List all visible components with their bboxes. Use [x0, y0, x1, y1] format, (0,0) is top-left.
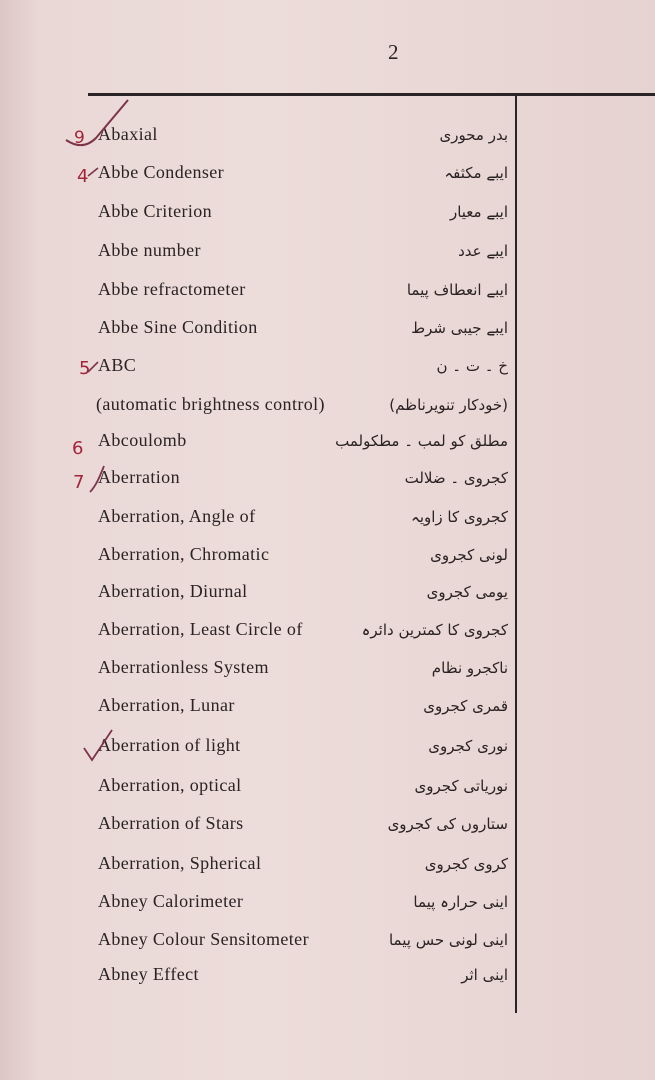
urdu-term: اینی اثر	[461, 966, 508, 984]
urdu-term: کجروی کا زاویہ	[411, 508, 508, 526]
english-term: Aberration, Angle of	[98, 506, 256, 526]
english-term: Aberration of light	[98, 735, 241, 755]
english-term: Aberration, optical	[98, 775, 242, 795]
handwritten-number: 6	[72, 438, 84, 459]
english-term: Abbe Sine Condition	[98, 317, 258, 337]
urdu-term: اینی لونی حس پیما	[388, 931, 508, 949]
urdu-term: ایبے معیار	[449, 203, 508, 221]
urdu-term: اینی حرارہ پیما	[413, 893, 508, 911]
urdu-term: خ ۔ ت ۔ ن	[436, 357, 508, 375]
urdu-term: نوری کجروی	[428, 737, 508, 755]
english-term: (automatic brightness control)	[96, 394, 325, 414]
header-rule	[88, 93, 655, 96]
glossary-entry	[92, 394, 512, 428]
urdu-term: ستاروں کی کجروی	[387, 815, 508, 833]
english-term: Abney Colour Sensitometer	[98, 929, 309, 949]
glossary-entry	[92, 279, 512, 313]
glossary-entry	[92, 317, 512, 351]
english-term: Aberration	[98, 467, 180, 487]
english-term: Abbe Criterion	[98, 201, 213, 221]
urdu-term: نوریاتی کجروی	[414, 777, 508, 795]
english-term: Abcoulomb	[98, 430, 187, 450]
urdu-term: یومی کجروی	[426, 583, 508, 601]
glossary-entry	[92, 430, 512, 464]
english-term: Abbe refractometer	[98, 279, 246, 299]
glossary-entry	[92, 929, 512, 963]
urdu-term: ناکجرو نظام	[431, 659, 508, 677]
glossary-entry	[92, 813, 512, 847]
glossary-entry	[92, 735, 512, 769]
glossary-entry	[92, 853, 512, 887]
english-term: Aberration, Lunar	[98, 695, 235, 715]
urdu-term: کروی کجروی	[424, 855, 508, 873]
glossary-entry	[92, 240, 512, 274]
glossary-entry	[92, 544, 512, 578]
urdu-term: (خودکار تنویرناظم)	[389, 396, 508, 414]
english-term: Abney Effect	[98, 964, 199, 984]
glossary-entry	[92, 124, 512, 158]
english-term: Aberrationless System	[98, 657, 269, 677]
english-term: Aberration, Diurnal	[98, 581, 248, 601]
glossary-entry	[92, 657, 512, 691]
english-term: Aberration, Chromatic	[98, 544, 270, 564]
handwritten-number: 9	[74, 128, 85, 148]
urdu-term: کجروی ۔ ضلالت	[404, 469, 508, 487]
english-term: Aberration, Least Circle of	[98, 619, 303, 639]
urdu-term: ایبے مکثفہ	[444, 164, 508, 182]
glossary-entry	[92, 162, 512, 196]
glossary-entry	[92, 506, 512, 540]
handwritten-number: 7	[73, 472, 85, 493]
urdu-term: مطلق کو لمب ۔ مطکولمب	[335, 432, 508, 450]
urdu-term: ایبے جیبی شرط	[411, 319, 508, 337]
glossary-entry	[92, 891, 512, 925]
page-number: 2	[388, 40, 399, 64]
handwritten-number: 5	[79, 358, 91, 379]
urdu-term: قمری کجروی	[423, 697, 508, 715]
urdu-term: ایبے انعطاف پیما	[406, 281, 508, 299]
column-rule	[515, 96, 517, 1013]
english-term: Abney Calorimeter	[98, 891, 244, 911]
english-term: Abaxial	[98, 124, 158, 144]
glossary-entry	[92, 201, 512, 235]
english-term: Aberration, Spherical	[98, 853, 262, 873]
glossary-entry	[92, 619, 512, 653]
english-term: Aberration of Stars	[98, 813, 244, 833]
urdu-term: بدر محوری	[439, 126, 508, 144]
glossary-entry	[92, 695, 512, 729]
glossary-entry	[92, 467, 512, 501]
glossary-entry	[92, 964, 512, 998]
english-term: Abbe number	[98, 240, 201, 260]
urdu-term: لونی کجروی	[430, 546, 508, 564]
glossary-entry	[92, 581, 512, 615]
handwritten-number: 4	[77, 166, 89, 187]
urdu-term: ایبے عدد	[458, 242, 508, 260]
english-term: ABC	[98, 355, 137, 375]
english-term: Abbe Condenser	[98, 162, 225, 182]
urdu-term: کجروی کا کمترین دائرہ	[361, 621, 508, 639]
glossary-entry	[92, 355, 512, 389]
glossary-entry	[92, 775, 512, 809]
